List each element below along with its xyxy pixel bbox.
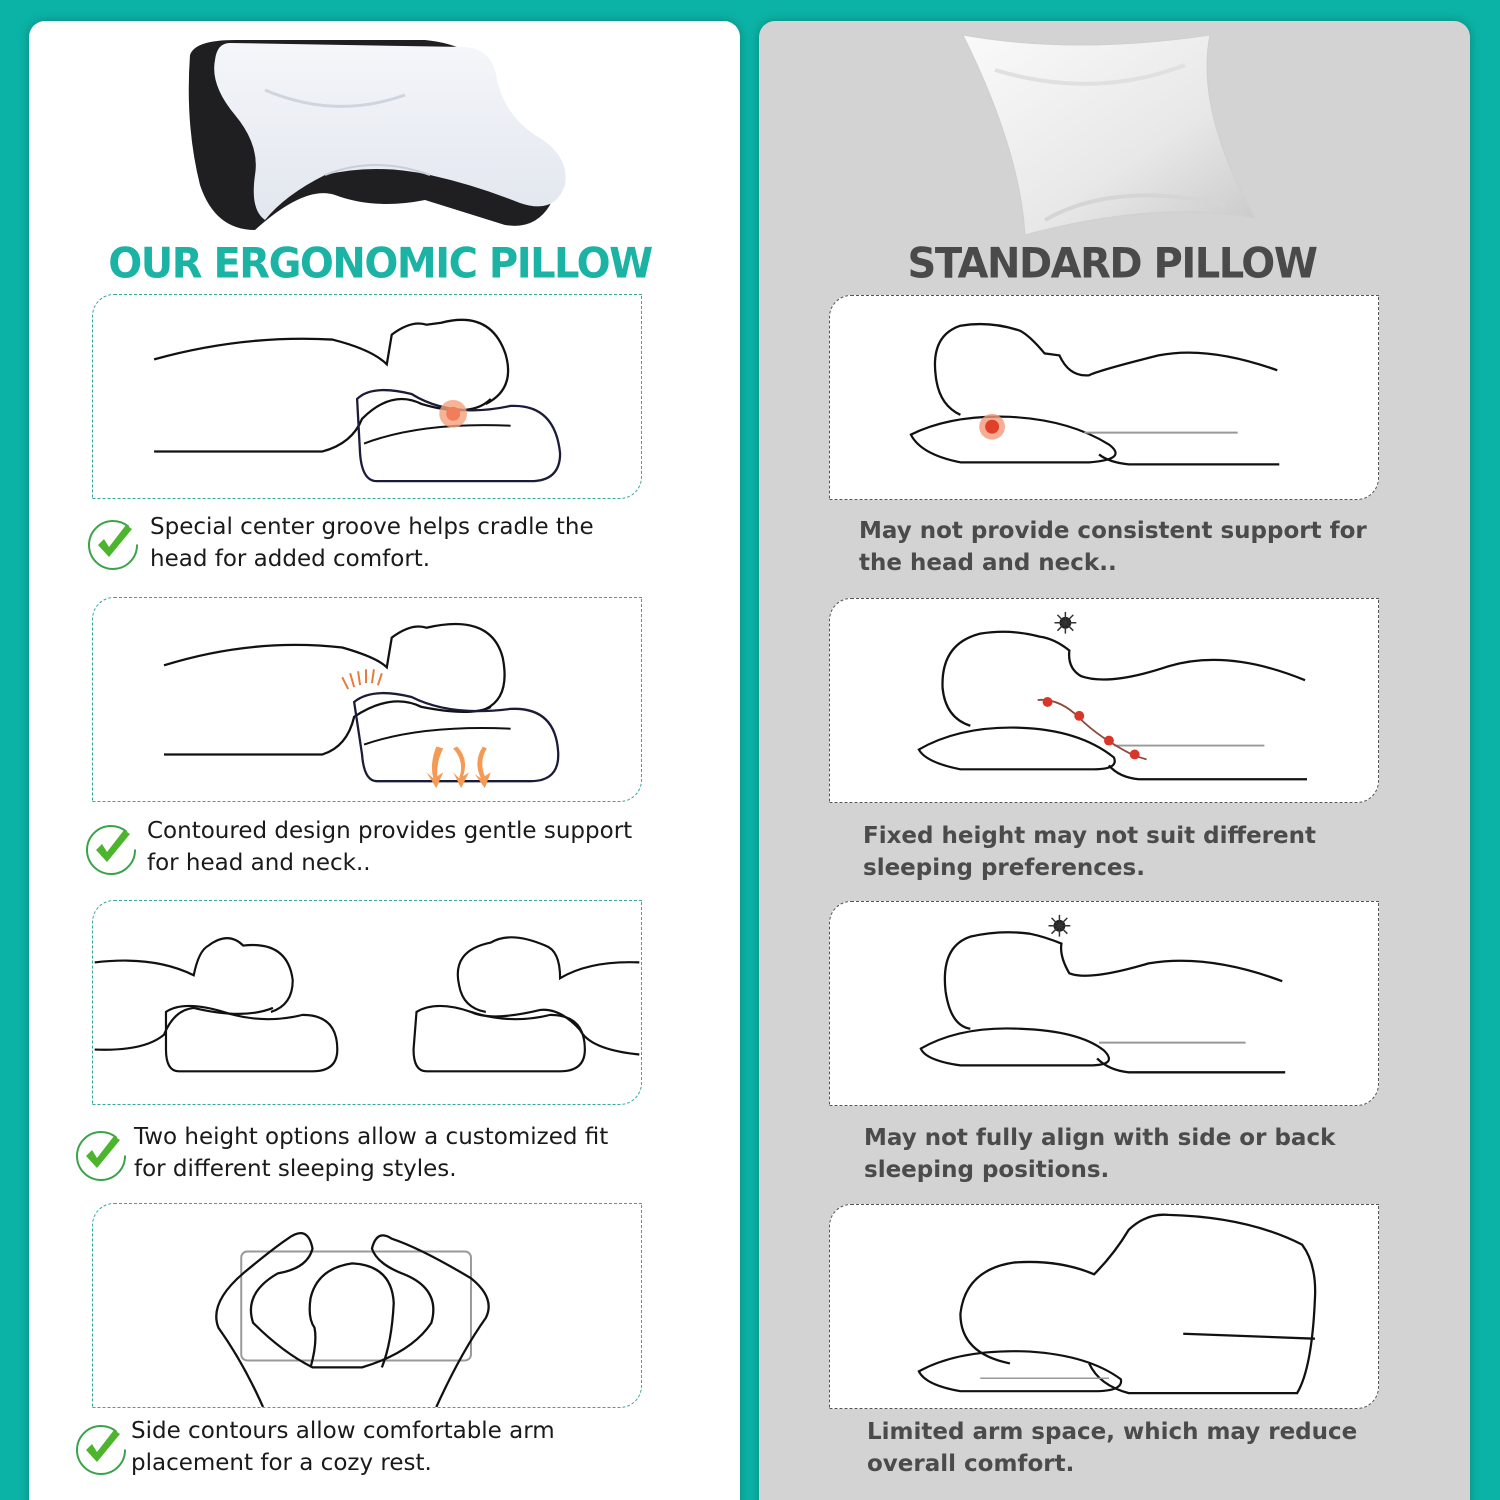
illustration-center-groove — [92, 294, 642, 499]
feature-caption-line1: Special center groove helps cradle the — [150, 514, 594, 540]
standard-pillow-title: STANDARD PILLOW — [907, 239, 1317, 289]
drawback-caption-line2: the head and neck.. — [859, 550, 1117, 576]
drawback-caption — [863, 820, 1316, 884]
pressure-relief-icon — [342, 669, 382, 689]
feature-caption-line2: for different sleeping styles. — [134, 1156, 457, 1182]
feature-caption-line1: Two height options allow a customized fit — [134, 1124, 609, 1150]
illustration-contoured-support — [92, 597, 642, 802]
ergonomic-pillow-title: OUR ERGONOMIC PILLOW — [108, 239, 652, 289]
drawback-caption-line1: May not fully align with side or back — [864, 1125, 1336, 1151]
illustration-inconsistent-support — [829, 295, 1379, 500]
green-checkmark-icon — [74, 1422, 130, 1478]
drawback-caption-line1: Fixed height may not suit different — [863, 823, 1316, 849]
drawback-caption — [867, 1416, 1357, 1480]
drawback-caption — [859, 515, 1367, 579]
feature-caption — [147, 815, 632, 879]
feature-caption-line2: placement for a cozy rest. — [131, 1450, 432, 1476]
drawback-caption-line2: sleeping positions. — [864, 1157, 1110, 1183]
feature-caption-line1: Side contours allow comfortable arm — [131, 1418, 555, 1444]
drawback-caption-line2: sleeping preferences. — [863, 855, 1145, 881]
illustration-arm-placement — [92, 1203, 642, 1408]
green-checkmark-icon — [74, 1128, 130, 1184]
feature-caption-line1: Contoured design provides gentle support — [147, 818, 633, 844]
discomfort-icon — [1049, 915, 1071, 937]
feature-caption — [131, 1415, 555, 1479]
drawback-caption-line1: Limited arm space, which may reduce — [867, 1419, 1358, 1445]
contoured-pillow-image — [175, 35, 585, 235]
drawback-caption — [864, 1122, 1335, 1186]
drawback-caption-line1: May not provide consistent support for — [859, 518, 1367, 544]
illustration-alignment — [829, 901, 1379, 1106]
standard-pillow-image — [955, 30, 1275, 240]
illustration-fixed-height — [829, 598, 1379, 803]
feature-caption-line2: head for added comfort. — [150, 546, 431, 572]
green-checkmark-icon — [86, 517, 142, 573]
illustration-two-heights — [92, 900, 642, 1105]
discomfort-icon — [1054, 612, 1076, 634]
drawback-caption-line2: overall comfort. — [867, 1451, 1075, 1477]
feature-caption-line2: for head and neck.. — [147, 850, 371, 876]
feature-caption — [150, 511, 594, 575]
feature-caption — [134, 1121, 608, 1185]
illustration-limited-arm-space — [829, 1204, 1379, 1409]
green-checkmark-icon — [84, 822, 140, 878]
